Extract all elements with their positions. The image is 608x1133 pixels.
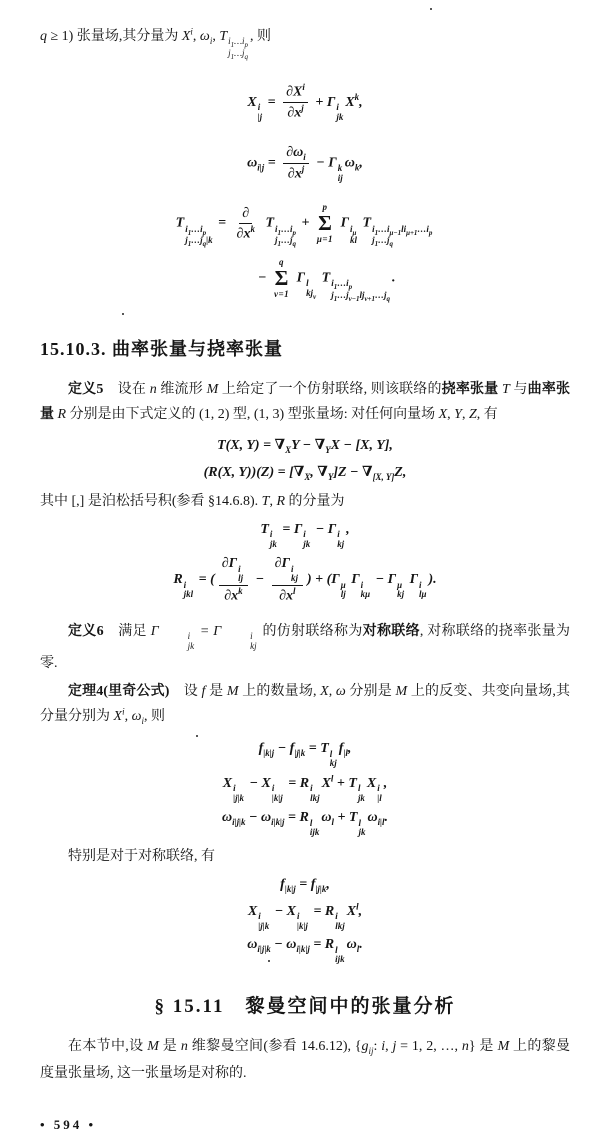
section-heading-15-10-3: 15.10.3. 曲率张量与挠率张量 [40,338,283,359]
paragraph-theorem-4-ricci: 定理4(里奇公式) 设 f 是 M 上的数量场, X, ω 分别是 M 上的反变、共变向量场,其分量分别为 $X^i$, $\omega_i$, 则 [40,684,571,727]
equation-curvature-components: R i jkl = ( ∂Γ i lj $\partial x^k$ − ∂Γ i kj $\partial x^l$ ) + (Γ μ lj Γ i kμ − Γ μ kj Γ i lμ ). [173,556,437,604]
page-number: • 594 • [40,1116,97,1132]
paragraph-symmetric-note: 特别是对于对称联络, 有 [68,848,215,864]
equation-torsion-definition: T(X, $Y) = \nabla_XY - \nabla_YX - [X$, Y], [217,437,393,455]
equation-curvature-definition: (R(X, $Y))(Z) = [\nabla_X$, $\nabla_Y]Z - \nabla_{[X, Y]}Z$, [203,464,407,482]
scan-speck [196,735,198,737]
section-heading-15-11: § 15.11 黎曼空间中的张量分析 [154,995,456,1017]
equation-torsion-components: T i jk = Γ i jk − Γ i kj , [260,521,350,549]
equation-ricci-covector: $\omega_{i|j|k} - \omega_{i|k|j} = R$ l ijk $\omega_l + T$ l jk $\omega_{i|l}$. [221,810,389,838]
equation-ricci-scalar: $f_{|k|j} - f_{|j|k} = T$ l kj $f_{|l}$, [258,741,352,769]
scan-speck [430,8,432,10]
intro-line: q ≥ 1) 张量场,其分量为 $X^i$, $\omega_i$, T $i_1\dots i_p$ $j_1\dots j_q$ , 则 [40,26,272,62]
equation-covariant-derivative-tensor-line1: T $i_1\dots i_p$ $j_1\dots j_q|k$ = $\frac{\partial}{\partial x^k}$ T $i_1\dots i_p$ $j_1\dots j_q$ + p Σ μ=1 Γ $i_\mu$ kl T $i_1\dots i_{\mu-1}li_{\mu+1}\dots i_p$ $j_1\dots j_q$ [175,202,433,249]
paragraph-riemann-intro: 在本节中,设 M 是 n 维黎曼空间(参看 14.6.12), {$g_{ij}$: i, j = 1, 2, …, n} 是 M 上的黎曼度量张量场, 这一张量场是对称的. [40,1038,571,1081]
equation-covariant-derivative-tensor-line2: − q Σ ν=1 Γ l $kj_\nu$ T $i_1\dots i_p$ $j_1\dots j_{\nu-1}lj_{\nu+1}\dots j_q$ . [258,257,396,303]
equation-symmetric-covector: $\omega_{i|j|k} - \omega_{i|k|j} = R$ l ijk $\omega_l$. [247,937,363,965]
equation-covariant-derivative-covector: $\omega_{i|j}$ = $\frac{\partial\omega_i}{\partial x^j}$ − Γ k ij $\omega_k$, [247,145,363,183]
equation-covariant-derivative-vector: X i |j = $\frac{\partial X^i}{\partial x^j}$ + Γ i jk $X^k$, [247,82,363,122]
scan-speck [122,313,124,315]
paragraph-definition-5: 定义5 设在 n 维流形 M 上给定了一个仿射联络, 则该联络的挠率张量 T 与曲率张量 R 分别是由下式定义的 (1, 2) 型, (1, 3) 型张量场: 对任何向量场 X, Y, Z, 有 [40,381,570,422]
scan-speck [268,960,270,962]
equation-symmetric-vector: X i |j|k − X i |k|j = R i lkj $X^l$, [247,900,363,931]
equation-ricci-vector: X i |j|k − X i |k|j = R i lkj $X^l + T$ l jk X i |l , [222,773,388,803]
paragraph-definition-6: 定义6 满足 Γ i jk = Γ i kj 的仿射联络称为对称联络, 对称联络的挠率张量为零. [40,623,571,672]
paragraph-poisson-note: 其中 [,] 是泊松括号积(参看 §14.6.8). T, R 的分量为 [40,493,345,509]
equation-symmetric-scalar: $f_{|k|j} = f_{|j|k}$, [280,876,330,894]
